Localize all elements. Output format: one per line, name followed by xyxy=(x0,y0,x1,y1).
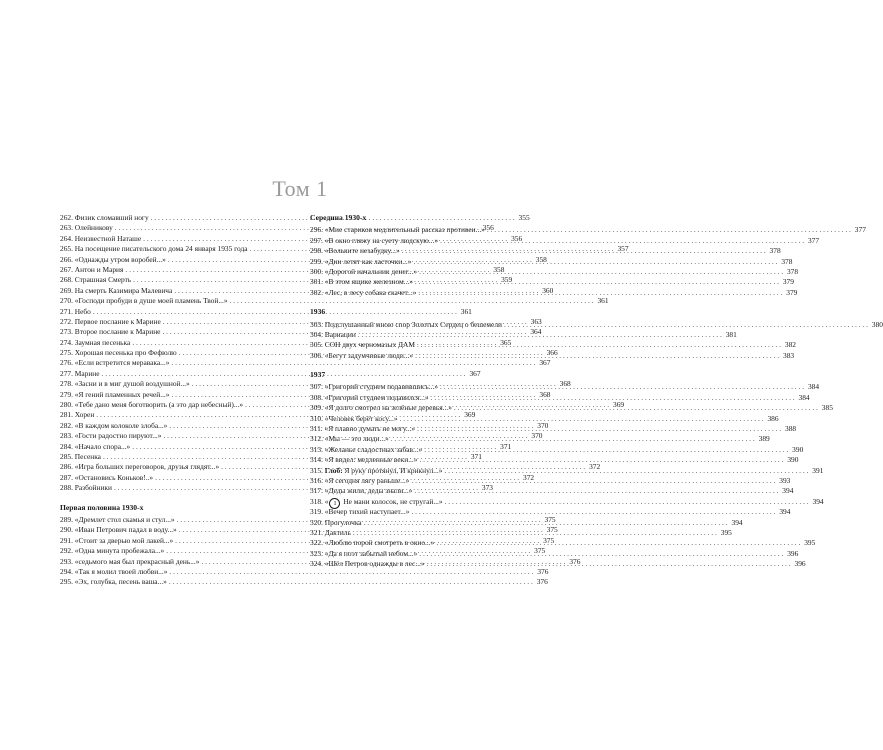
toc-entry xyxy=(310,475,791,486)
toc-entry-title: 322. «Люблю порой смотреть в окно...» xyxy=(310,538,435,548)
toc-entry-title: 317. «Деды жили, деды знали...» xyxy=(310,486,413,496)
toc-entry-page: 356 xyxy=(511,233,523,243)
toc-entry-page: 365 xyxy=(500,337,512,347)
toc-entry xyxy=(310,233,820,246)
toc-entry-page: 361 xyxy=(460,306,472,316)
toc-entry-title: 303. Подслушанный мною спор Золотых Сердец о бешемели xyxy=(310,319,502,329)
toc-entry-page: 386 xyxy=(767,413,779,423)
toc-entry-title: 272. Первое послание к Марине xyxy=(60,316,161,326)
toc-entry-title: 296. «Мне стариков медлительный рассказ противен...» xyxy=(310,225,485,235)
toc-entry-page: 377 xyxy=(854,225,866,235)
toc-entry-page: 377 xyxy=(807,235,820,245)
toc-entry-title: 297. «В окно гляжу на суету людскую...» xyxy=(310,235,439,245)
section-heading-early-1930s: Первая половина 1930-х xyxy=(60,502,144,512)
toc-entry-page: 371 xyxy=(500,441,512,451)
toc-entry-title: 291. «Стоит за дверью мой лакей...» xyxy=(60,535,174,545)
toc-entry-page: 366 xyxy=(546,348,558,358)
toc-entry-page: 384 xyxy=(807,382,820,392)
toc-entry-page: 373 xyxy=(481,483,493,493)
toc-entry-title: 266. «Однажды утром воробей...» xyxy=(60,254,166,264)
toc-entry xyxy=(310,486,794,496)
toc-entry xyxy=(310,225,866,235)
toc-entry-page: 363 xyxy=(530,316,542,326)
leader-dots xyxy=(169,577,533,587)
toc-entry-page: 364 xyxy=(530,327,542,337)
toc-entry-title: 311. «Я плавно думать не могу...» xyxy=(310,424,416,434)
toc-entry-page: 358 xyxy=(535,254,547,264)
toc-entry-title: 304. Вариации xyxy=(310,329,356,339)
toc-entry-title: 281. Хорен xyxy=(60,410,95,420)
leader-dots xyxy=(440,233,804,246)
toc-entry-title: 274. Заумная песенька xyxy=(60,337,131,347)
toc-entry-page: 372 xyxy=(589,462,601,472)
toc-entry-page: 383 xyxy=(783,350,795,360)
leader-dots xyxy=(402,246,766,256)
toc-entry-page: 394 xyxy=(779,507,791,517)
leader-dots xyxy=(504,320,868,330)
toc-entry-title: 283. «Гости радостно пируют...» xyxy=(60,431,162,441)
section-heading-1936: 1936 xyxy=(310,307,326,317)
toc-entry-title: 271. Небо xyxy=(60,306,91,316)
leader-dots xyxy=(411,476,775,486)
toc-entry-page: 370 xyxy=(531,431,543,441)
toc-entry-title: 264. Неизвестной Наташе xyxy=(60,233,142,243)
toc-entry-page: 375 xyxy=(546,525,558,535)
section-heading-1937: 1937 xyxy=(310,370,326,380)
toc-entry-title: 324. «Шёл Петров однажды в лес...» xyxy=(310,559,425,569)
section-heading-mid-1930s: Середина 1930-х xyxy=(310,213,367,222)
toc-entry-page: 379 xyxy=(786,287,798,297)
toc-entry-title: 269. На смерть Казимира Малевича xyxy=(60,285,173,295)
toc-entry-page: 389 xyxy=(758,434,770,444)
toc-entry-title: 290. «Иван Петрович падал в воду...» xyxy=(60,525,177,535)
toc-entry-title: 294. «Так я молил твоей любви...» xyxy=(60,566,168,576)
leader-dots xyxy=(413,254,777,267)
toc-entry-page: 390 xyxy=(792,444,804,454)
toc-entry-title: 310. «Человек берёт косу...» xyxy=(310,413,398,423)
toc-entry-page: 378 xyxy=(786,266,799,276)
toc-entry-title: 319. «Вечер тихий наступает...» xyxy=(310,507,410,517)
toc-entry xyxy=(310,277,794,287)
toc-entry-page: 381 xyxy=(725,329,737,339)
toc-entry-title: 300. «Дорогой начальник денег...» xyxy=(310,266,418,276)
toc-entry-page: 395 xyxy=(804,538,816,548)
toc-entry-page: 367 xyxy=(539,358,551,368)
toc-entry-title: 268. Страшная Смерть xyxy=(60,275,132,285)
toc-entry-title: 307. «Григорий студнем подавившись...» xyxy=(310,382,439,392)
toc-entry-page: 378 xyxy=(769,246,781,256)
leader-dots xyxy=(436,535,800,548)
toc-entry-page: 395 xyxy=(720,527,732,537)
toc-entry-page: 390 xyxy=(787,455,799,465)
toc-entry-title: 289. «Дремлет стол скамья и стул...» xyxy=(60,514,175,524)
leader-dots xyxy=(419,549,783,559)
toc-entry-page: 368 xyxy=(559,379,571,389)
leader-dots xyxy=(391,434,755,444)
leader-dots xyxy=(431,393,795,403)
leader-dots xyxy=(400,414,764,424)
toc-entry xyxy=(310,496,824,507)
toc-entry xyxy=(310,329,737,340)
toc-entry-title: 321. Дактиль xyxy=(310,527,351,537)
leader-dots xyxy=(454,403,818,413)
toc-entry-title: 299. «Дни летят как ласточки...» xyxy=(310,256,412,266)
toc-entry xyxy=(310,444,804,455)
toc-entry xyxy=(310,413,779,424)
toc-entry-page: 391 xyxy=(812,465,824,475)
leader-dots xyxy=(440,382,804,392)
toc-entry-title: 305. СОН двух черномазых ДАМ xyxy=(310,340,415,350)
leader-dots xyxy=(427,556,791,569)
toc-entry-page: 393 xyxy=(779,475,791,485)
toc-entry-title: 320. Прогулочка xyxy=(310,517,362,527)
toc-entry-page: 367 xyxy=(469,368,481,378)
toc-entry xyxy=(60,566,549,577)
toc-entry-title: 295. «Эх, голубка, песень ваша...» xyxy=(60,577,167,587)
leader-dots xyxy=(417,337,781,350)
toc-entry-page: 379 xyxy=(782,277,794,287)
toc-entry-page: 368 xyxy=(539,389,551,399)
toc-entry-page: 359 xyxy=(501,275,513,285)
toc-entry-title: 275. Хорошая песенька про Фефюлю xyxy=(60,348,177,358)
toc-entry xyxy=(310,434,770,444)
toc-entry xyxy=(60,577,548,587)
toc-entry-title: 278. «Засни и в миг душой воздушной...» xyxy=(60,379,190,389)
leader-dots xyxy=(418,285,782,298)
toc-entry-title: 309. «Я долго смотрел на зелёные деревья...» xyxy=(310,403,452,413)
toc-entry-page: 361 xyxy=(597,296,609,306)
leader-dots xyxy=(414,486,778,496)
toc-entry-page: 375 xyxy=(544,514,556,524)
toc-entry-title: 285. Песенка xyxy=(60,451,101,461)
toc-entry-title: 279. «Я гений пламенных речей...» xyxy=(60,389,170,399)
toc-entry-title: 263. Олейникову xyxy=(60,223,113,233)
toc-entry-page: 380 xyxy=(871,319,883,329)
toc-entry-page: 394 xyxy=(731,517,743,527)
toc-entry-page: 384 xyxy=(798,392,810,402)
leader-dots xyxy=(424,445,788,455)
toc-entry-title: 267. Антон и Мария xyxy=(60,264,124,274)
toc-entry-title: 288. Разбойники xyxy=(60,483,112,493)
toc-entry xyxy=(310,455,799,465)
leader-dots xyxy=(364,518,728,528)
toc-entry-title: 262. Физик сломавший ногу xyxy=(60,213,149,222)
toc-entry-page: 375 xyxy=(543,535,555,545)
toc-entry-page: 376 xyxy=(537,566,549,576)
toc-entry-title: 280. «Тебе дано меня боготворить (а это дар небесный)...» xyxy=(60,400,244,410)
toc-entry-page: 394 xyxy=(812,496,824,506)
leader-dots xyxy=(487,225,851,235)
toc-entry-title: 313. «Желанье сладостных забав...» xyxy=(310,444,423,454)
toc-entry-page: 385 xyxy=(821,403,833,413)
toc-entry-page: 396 xyxy=(794,559,806,569)
toc-entry-page: 357 xyxy=(617,244,629,254)
toc-entry-title: 282. «В каждом колоколе злоба...» xyxy=(60,420,168,430)
circled-number-icon: 1 xyxy=(329,498,340,509)
toc-entry xyxy=(310,264,799,277)
toc-entry-title: 293. «седьмого мая был прекрасный день...» xyxy=(60,556,200,566)
toc-entry-page: 369 xyxy=(613,400,625,410)
toc-entry-page: 369 xyxy=(464,410,476,420)
toc-entry-page: 360 xyxy=(542,285,554,295)
toc-entry-title: 314. «Я видел: медленные веки...» xyxy=(310,455,418,465)
toc-entry-page: 376 xyxy=(569,556,581,566)
toc-entry-page: 376 xyxy=(536,577,548,587)
toc-entry-title: 287. «Остановись Коньков!..» xyxy=(60,472,154,482)
toc-entry-title: 265. На посещение писательского дома 24 января 1935 года xyxy=(60,244,248,254)
toc-entry xyxy=(60,296,609,306)
toc-entry-title: 277. Марине xyxy=(60,368,100,378)
leader-dots xyxy=(353,528,717,538)
toc-entry-page: 371 xyxy=(470,451,482,461)
leader-dots xyxy=(419,264,783,277)
toc-entry-page: 355 xyxy=(518,213,530,222)
toc-entry-title: 312. «Мы — это люди...» xyxy=(310,434,389,444)
toc-entry-page: 358 xyxy=(493,264,505,274)
leader-dots xyxy=(411,507,775,517)
toc-entry xyxy=(310,507,791,517)
toc-entry-title: 276. «Если встретится меравака...» xyxy=(60,358,170,368)
toc-entry xyxy=(310,337,796,350)
toc-entry-title: 308. «Григорий студнем подавился...» xyxy=(310,392,429,402)
toc-entry-title: 270. «Господи пробуди в душе моей пламень Твой...» xyxy=(60,296,228,306)
toc-entry-title: 323. «Да я поэт забытый небом...» xyxy=(310,548,418,558)
toc-entry-title: 273. Второе послание к Марине xyxy=(60,327,161,337)
toc-entry-title: 298. «Вольките незабудку...» xyxy=(310,246,400,256)
toc-entry-title: 301. «В этом ящике железном...» xyxy=(310,277,413,287)
leader-dots xyxy=(415,351,779,361)
leader-dots xyxy=(415,277,779,287)
toc-entry-title: 286. «Игра больших переговоров, друзья глядят...» xyxy=(60,462,220,472)
toc-entry-title: 284. «Начало спора...» xyxy=(60,441,131,451)
leader-dots xyxy=(444,466,808,476)
toc-entry-page: 370 xyxy=(537,420,549,430)
volume-title: Том 1 xyxy=(272,176,328,201)
toc-entry-title: 302. «Лес, в лесу собака скачет...» xyxy=(310,287,417,297)
toc-entry-title: 315. Глоб: Я руку протянул, И крикнул...» xyxy=(310,465,443,475)
bold-speaker: Глоб: xyxy=(324,465,343,475)
toc-entry xyxy=(60,358,551,368)
toc-entry-page: 372 xyxy=(523,472,535,482)
toc-entry-title: 292. «Одна минута пробежала...» xyxy=(60,546,165,556)
toc-entry-title: 316. «Я сегодня лягу раньше...» xyxy=(310,475,410,485)
toc-entry-page: 396 xyxy=(787,548,799,558)
leader-dots xyxy=(445,497,809,507)
toc-entry-title: 306. «Бегут задумчивые люди...» xyxy=(310,350,414,360)
toc-entry-page: 378 xyxy=(781,256,793,266)
leader-dots xyxy=(358,330,722,340)
toc-entry-page: 356 xyxy=(482,223,494,233)
toc-entry-title: 318. « 1 Не мани колосок, не стругай...» xyxy=(310,496,443,507)
leader-dots xyxy=(417,424,781,434)
toc-entry-page: 375 xyxy=(534,546,546,556)
toc-entry-page: 388 xyxy=(785,424,797,434)
toc-entry-page: 394 xyxy=(782,486,794,496)
leader-dots xyxy=(419,455,783,465)
toc-entry xyxy=(310,319,883,330)
toc-entry-page: 382 xyxy=(784,340,796,350)
